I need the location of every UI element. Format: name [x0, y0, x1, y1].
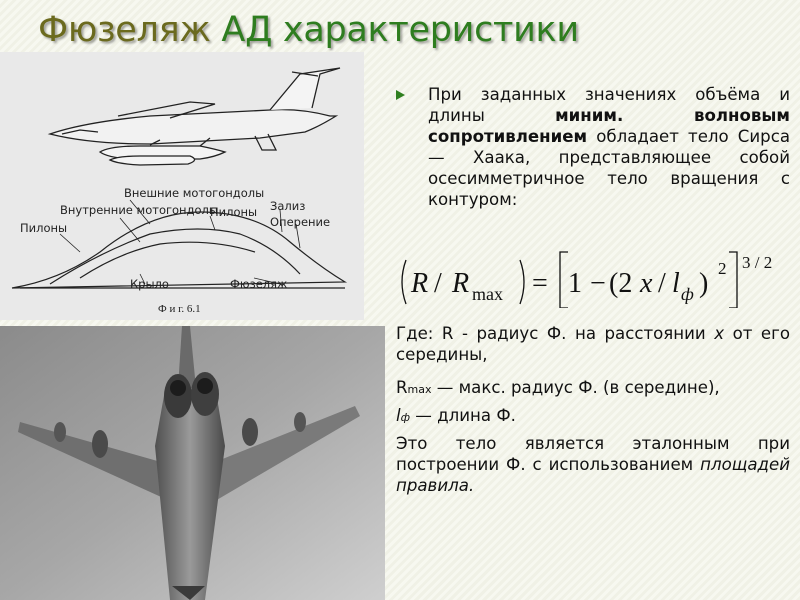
- label-inner-nacelles: Внутренние мотогондолы: [60, 203, 218, 217]
- label-pylons-left: Пилоны: [20, 221, 68, 235]
- bullet-text: [396, 84, 790, 210]
- rmax-sub: max: [407, 383, 432, 396]
- aircraft-photo-image: [0, 326, 385, 600]
- formula-bracket-close: [729, 252, 737, 308]
- formula-slash1: /: [434, 268, 442, 299]
- where-x: x: [714, 324, 725, 343]
- formula-exponent: 3 / 2: [742, 253, 773, 272]
- title-part-fuselage: Фюзеляж: [38, 10, 211, 50]
- title-part-characteristics: АД характеристики: [221, 10, 579, 50]
- formula-max-sub: max: [472, 284, 503, 304]
- formula-R: R: [411, 268, 429, 299]
- length-sub: ф: [400, 411, 411, 424]
- figure-area-distribution-drawing: [0, 52, 364, 320]
- formula-one: 1: [568, 268, 582, 299]
- formula-eq: =: [532, 268, 548, 299]
- formula-close-paren: ): [699, 268, 709, 299]
- aircraft-photo: [0, 326, 385, 600]
- formula-two: (2: [609, 268, 633, 299]
- length-l: l: [396, 406, 401, 425]
- conclusion-main: Это тело является эталонным при построении Ф. с использованием: [396, 434, 790, 474]
- bullet-paragraph: [396, 84, 790, 210]
- bullet-text-bold: миним. волновым сопротивлением: [428, 106, 790, 146]
- label-fillet: Зализ: [270, 199, 306, 213]
- bullet-text-part1: При заданных значениях объёма и длины: [428, 85, 790, 125]
- conclusion-paragraph: [396, 433, 790, 496]
- where-suffix: от его середины,: [396, 324, 790, 364]
- rmax-rest: — макс. радиус Ф. (в середине),: [431, 378, 720, 397]
- sears-haack-formula: [396, 246, 790, 308]
- figure-caption: Ф и г. 6.1: [158, 303, 201, 315]
- label-pylons-right: Пилоны: [210, 205, 258, 219]
- length-definition: [396, 405, 790, 428]
- label-wings: Крыло: [130, 277, 169, 291]
- formula-square: 2: [718, 259, 727, 278]
- formula-x: x: [640, 268, 653, 299]
- formula-slash2: /: [658, 268, 666, 299]
- formula-paren-close: [520, 260, 524, 304]
- conclusion-italic: площадей правила.: [396, 455, 790, 495]
- formula-paren-open: [402, 260, 406, 304]
- formula-minus: −: [590, 268, 606, 299]
- length-rest: — длина Ф.: [410, 406, 516, 425]
- formula-l: l: [672, 268, 680, 299]
- where-paragraph: [396, 323, 790, 365]
- where-prefix: Где: R - радиус Ф. на расстоянии: [396, 324, 706, 343]
- bullet-text-part2: обладает тело Сирса — Хаака, представляющее собой осесимметричное тело вращения с контуром:: [428, 127, 790, 209]
- rmax-definition: [396, 377, 790, 400]
- formula-phi-sub: ф: [681, 284, 694, 304]
- formula-bracket-open: [560, 252, 568, 308]
- bullet-arrow-icon: [396, 90, 405, 100]
- label-outer-nacelles: Внешние мотогондолы: [124, 186, 265, 200]
- formula-Rmax: R: [452, 268, 470, 299]
- label-fuselage: Фюзеляж: [230, 277, 288, 291]
- figure-area-distribution: [0, 52, 364, 320]
- rmax-R: R: [396, 378, 408, 397]
- slide-title: [38, 5, 579, 55]
- formula-svg: [396, 246, 790, 308]
- label-tail: Оперение: [270, 215, 331, 229]
